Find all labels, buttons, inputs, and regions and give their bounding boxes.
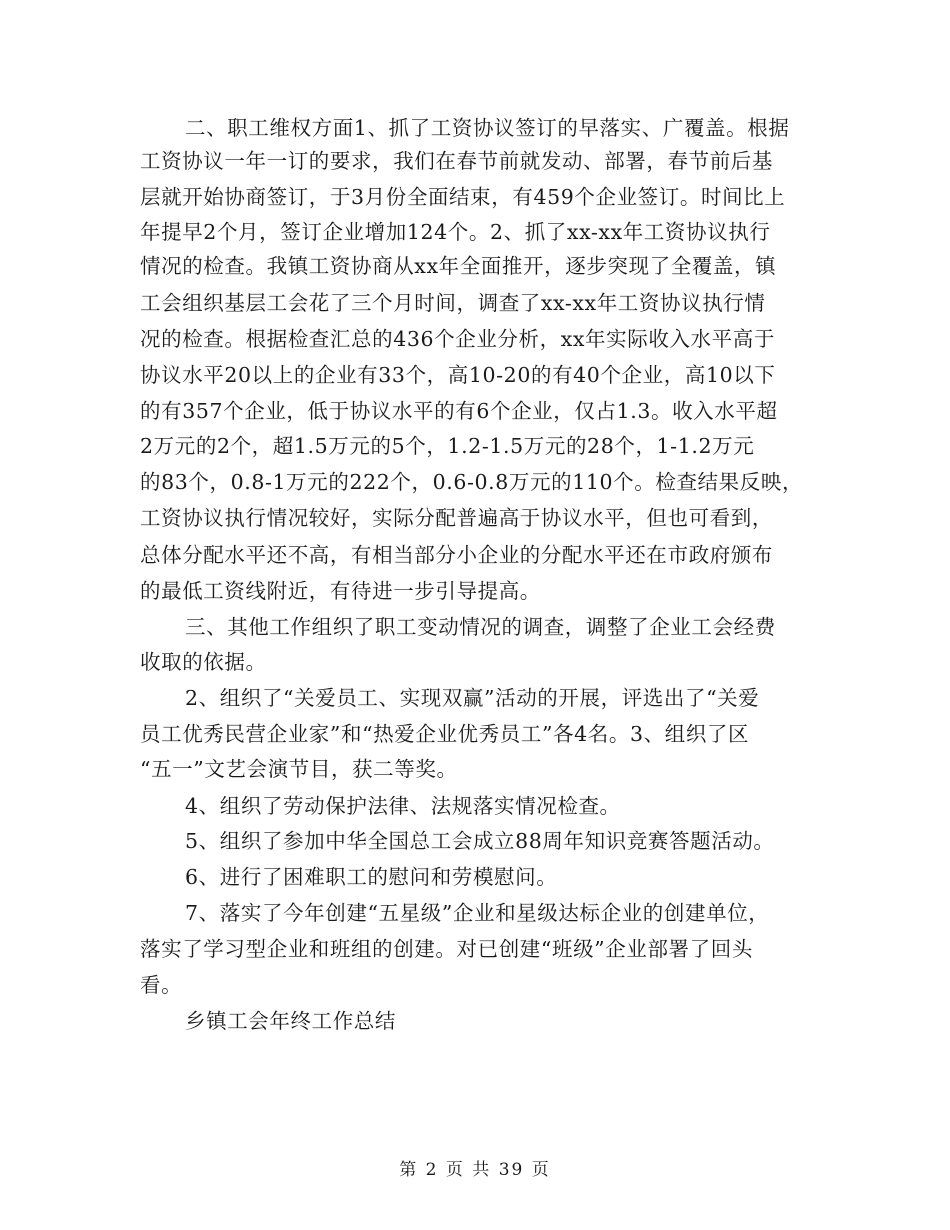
paragraph-line: 2、组织了“关爱员工、实现双赢”活动的开展，评选出了“关爱 (185, 686, 760, 710)
paragraph-line: 情况的检查。我镇工资协商从xx年全面推开，逐步突现了全覆盖，镇 (140, 254, 777, 278)
paragraph-line: 工会组织基层工会花了三个月时间，调查了xx-xx年工资协议执行情 (140, 291, 766, 315)
paragraph-line: 7、落实了今年创建“五星级”企业和星级达标企业的创建单位， (185, 901, 770, 925)
paragraph-line: 年提早2个月，签订企业增加124个。2、抓了xx-xx年工资协议执行 (140, 220, 771, 244)
paragraph-line: 看。 (140, 973, 183, 997)
paragraph-line: 况的检查。根据检查汇总的436个企业分析，xx年实际收入水平高于 (140, 327, 775, 351)
paragraph-line: 三、其他工作组织了职工变动情况的调查，调整了企业工会经费 (185, 615, 776, 639)
paragraph-line: 员工优秀民营企业家”和“热爱企业优秀员工”各4名。3、组织了区 (140, 722, 750, 746)
paragraph-line: 协议水平20以上的企业有33个，高10-20的有40个企业，高10以下 (140, 363, 776, 387)
paragraph-line: 工资协议一年一订的要求，我们在春节前就发动、部署，春节前后基 (140, 149, 773, 173)
paragraph-line: 落实了学习型企业和班组的创建。对已创建“班级”企业部署了回头 (140, 937, 753, 961)
paragraph-line: 的83个，0.8-1万元的222个，0.6-0.8万元的110个。检查结果反映， (140, 470, 804, 494)
paragraph-line: 二、职工维权方面1、抓了工资协议签订的早落实、广覆盖。根据 (185, 116, 790, 140)
paragraph-line: 乡镇工会年终工作总结 (185, 1009, 396, 1033)
paragraph-line: 层就开始协商签订，于3月份全面结束，有459个企业签订。时间比上 (140, 185, 786, 209)
paragraph-line: 5、组织了参加中华全国总工会成立88周年知识竞赛答题活动。 (185, 829, 775, 853)
paragraph-line: 6、进行了困难职工的慰问和劳模慰问。 (185, 865, 558, 889)
paragraph-line: 的最低工资线附近，有待进一步引导提高。 (140, 579, 541, 603)
page-number-footer: 第 2 页 共 39 页 (399, 1160, 551, 1180)
paragraph-line: “五一”文艺会演节目，获二等奖。 (140, 757, 458, 781)
paragraph-line: 工资协议执行情况较好，实际分配普遍高于协议水平，但也可看到， (140, 506, 773, 530)
paragraph-line: 收取的依据。 (140, 650, 267, 674)
paragraph-line: 总体分配水平还不高，有相当部分小企业的分配水平还在市政府颁布 (140, 543, 773, 567)
paragraph-line: 4、组织了劳动保护法律、法规落实情况检查。 (185, 794, 621, 818)
paragraph-line: 的有357个企业，低于协议水平的有6个企业，仅占1.3。收入水平超 (140, 399, 778, 423)
paragraph-line: 2万元的2个，超1.5万元的5个，1.2-1.5万元的28个，1-1.2万元 (140, 434, 755, 458)
